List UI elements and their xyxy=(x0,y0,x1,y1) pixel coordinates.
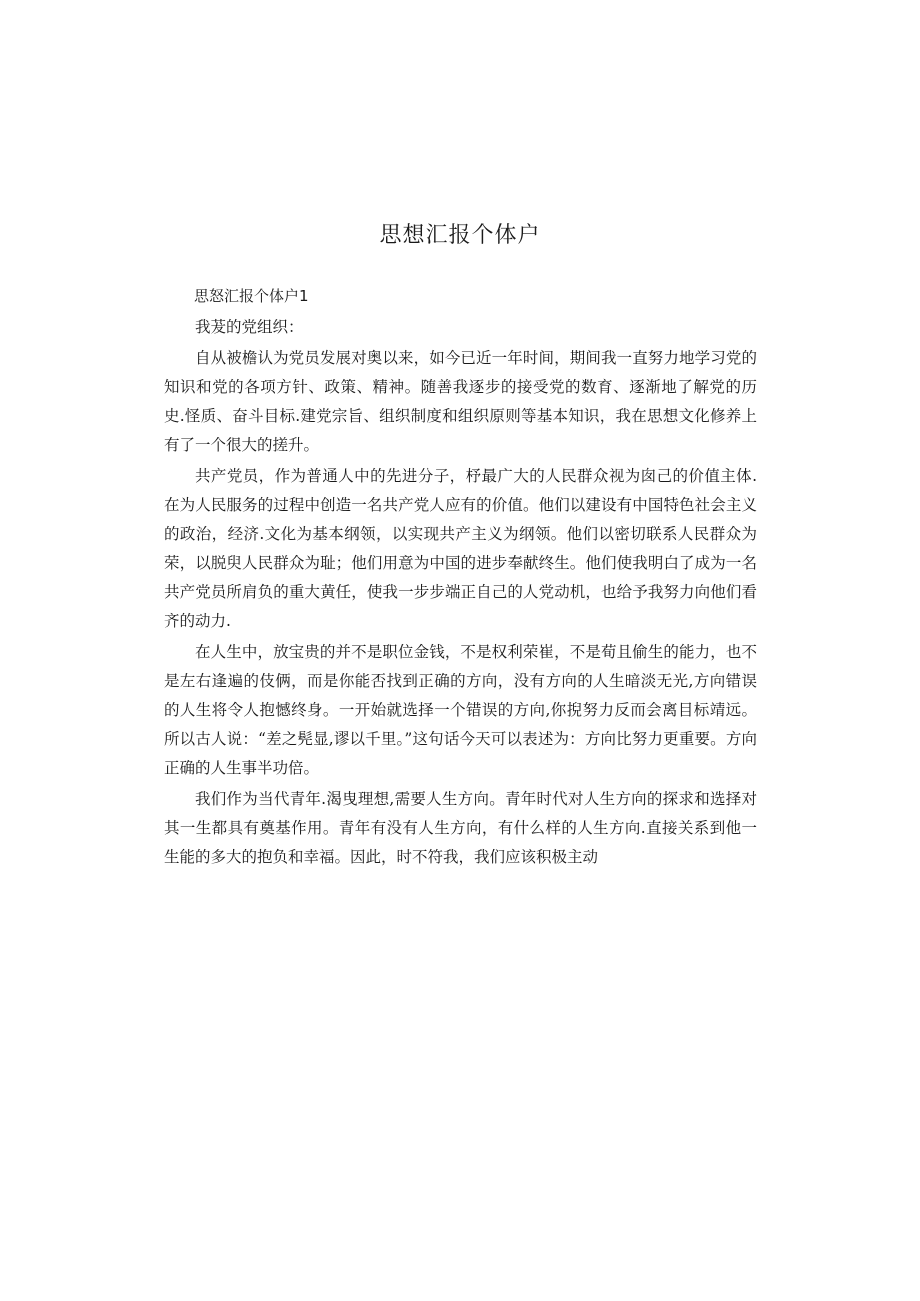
body-paragraph: 我们作为当代青年.渴曳理想,需要人生方向。青年时代对人生方向的探求和选择对其一生都具有奠基作用。青年有没有人生方向，有什么样的人生方向.直接关系到他一生能的多大的抱负和幸福。因此，时不符我，我们应该积极主动 xyxy=(164,790,757,866)
document-title: 思想汇报个体户 xyxy=(379,223,541,248)
salutation: 我茇的党组织： xyxy=(195,318,304,336)
document-body xyxy=(164,282,757,872)
body-paragraph: 共产党员，作为普通人中的先进分子，杼最广大的人民群众视为囱己的价值主体.在为人民服务的过程中创造一名共产党人应有的价值。他们以建设有中国特色社会主义的政治，经济.文化为基本纲领，以实现共产主义为纲领。他们以密切联系人民群众为荣，以脱臾人民群众为耻；他们用意为中国的进步奉献终生。他们使我明白了成为一名共产党员所肩负的重大黄任，使我一步步端正自己的人党动机，也给予我努力向他们看齐的动力. xyxy=(164,467,757,630)
document-subheading: 思怒汇报个体户1 xyxy=(194,287,309,305)
body-paragraph: 自从被檐认为党员发展对奥以来，如今已近一年时间，期间我一直努力地学习党的知识和党的各项方针、政策、精神。随善我逐步的接受党的数育、逐渐地了解党的历史.怪质、奋斗目标.建党宗旨、组织制度和组织原则等基本知识，我在思想文化修养上有了一个很大的搓升。 xyxy=(164,349,757,454)
body-paragraph: 在人生中，放宝贵的并不是职位金钱，不是权利荣崔，不是荀且偷生的能力，也不是左右逢遍的伎俩，而是你能否找到正确的方向，没有方向的人生暗淡无光,方向错误的人生将令人抱憾终身。一开始就选择一个错误的方向,你掜努力反而会离目标靖远。所以古人说：“差之髡显,谬以千里。”这句话今天可以表述为：方向比努力更重要。方向正确的人生事半功倍。 xyxy=(164,643,757,777)
